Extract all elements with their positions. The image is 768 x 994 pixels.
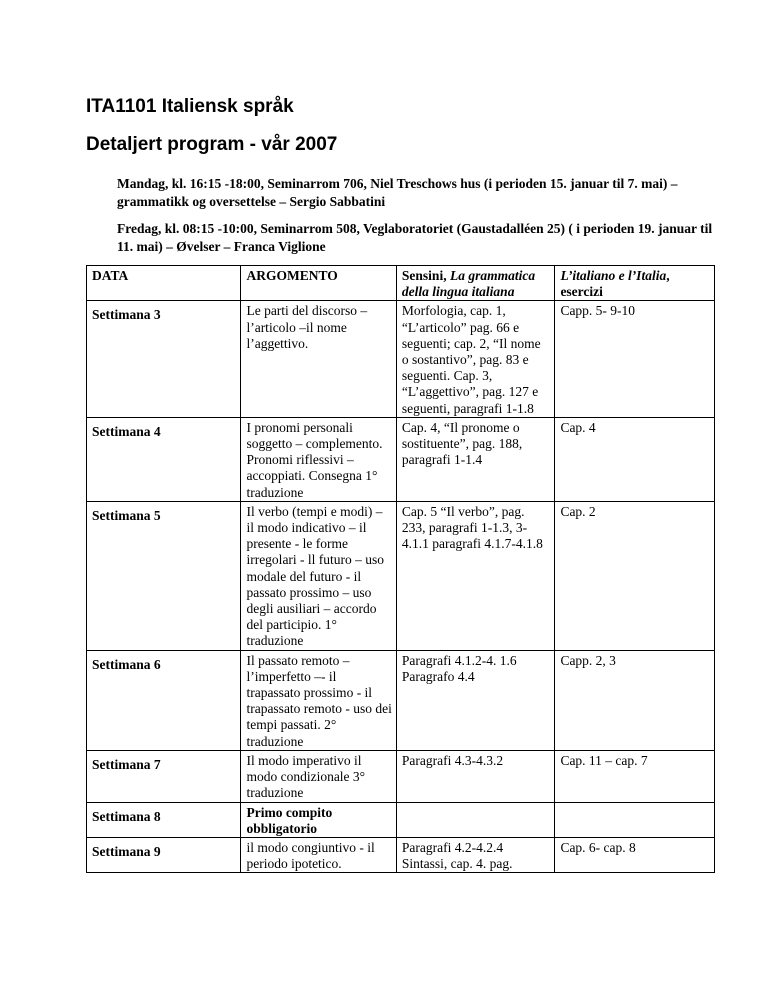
- topic-cell: Il modo imperativo il modo condizionale 3° traduzione: [241, 750, 396, 802]
- topic-cell: Le parti del discorso – l’articolo –il nome l’aggettivo.: [241, 301, 396, 417]
- topic-cell: Primo compito obbligatorio: [241, 802, 396, 837]
- header-esercizi-suffix: , esercizi: [560, 268, 670, 300]
- friday-schedule: Fredag, kl. 08:15 -10:00, Seminarrom 508, Veglaboratoriet (Gaustadalléen 25) ( i perioden 19. januar til 11. mai) – Øvelser – Franca Viglione: [117, 221, 713, 254]
- week-cell: Settimana 3: [87, 301, 241, 417]
- sensini-cell: [396, 802, 555, 837]
- program-table: [86, 265, 715, 873]
- table-row: [87, 650, 715, 750]
- esercizi-cell: Capp. 5- 9-10: [555, 301, 715, 417]
- topic-cell: I pronomi personali soggetto – complemento. Pronomi riflessivi –accoppiati. Consegna 1° traduzione: [241, 417, 396, 501]
- header-sensini-title: La grammatica della lingua italiana: [401, 268, 536, 300]
- sensini-cell: Cap. 5 “Il verbo”, pag. 233, paragrafi 1-1.3, 3-4.1.1 paragrafi 4.1.7-4.1.8: [396, 501, 555, 650]
- esercizi-cell: Cap. 11 – cap. 7: [555, 750, 715, 802]
- header-esercizi: [555, 266, 715, 301]
- table-row: [87, 417, 715, 501]
- sensini-cell: Paragrafi 4.2-4.2.4 Sintassi, cap. 4. pag.: [396, 837, 555, 872]
- week-cell: Settimana 8: [87, 802, 241, 837]
- esercizi-cell: [555, 802, 715, 837]
- esercizi-cell: Cap. 6- cap. 8: [555, 837, 715, 872]
- header-data: DATA: [87, 266, 241, 301]
- sensini-cell: Cap. 4, “Il pronome o sostituente”, pag. 188, paragrafi 1-1.4: [396, 417, 555, 501]
- sensini-cell: Paragrafi 4.3-4.3.2: [396, 750, 555, 802]
- week-cell: Settimana 5: [87, 501, 241, 650]
- table-row: [87, 802, 715, 837]
- esercizi-cell: Cap. 4: [555, 417, 715, 501]
- header-argomento: ARGOMENTO: [241, 266, 396, 301]
- table-header-row: [87, 266, 715, 301]
- header-esercizi-title: L’italiano e l’Italia: [560, 268, 667, 283]
- header-sensini-prefix: Sensini,: [401, 268, 447, 283]
- topic-cell: il modo congiuntivo - il periodo ipotetico.: [241, 837, 396, 872]
- sensini-cell: Paragrafi 4.1.2-4. 1.6 Paragrafo 4.4: [396, 650, 555, 750]
- table-row: [87, 750, 715, 802]
- sensini-cell: Morfologia, cap. 1, “L’articolo” pag. 66 e seguenti; cap. 2, “Il nome o sostantivo”, pag. 83 e seguenti. Cap. 3, “L’aggettivo”, pag. 127 e seguenti, paragrafi 1-1.8: [396, 301, 555, 417]
- week-cell: Settimana 4: [87, 417, 241, 501]
- program-title: Detaljert program - vår 2007: [86, 134, 338, 155]
- table-row: [87, 837, 715, 872]
- week-cell: Settimana 6: [87, 650, 241, 750]
- topic-cell: Il verbo (tempi e modi) – il modo indicativo – il presente - le forme irregolari - ll futuro – uso modale del futuro - il passato prossimo – uso degli ausiliari – accordo del participio. 1° traduzione: [241, 501, 396, 650]
- course-title: ITA1101 Italiensk språk: [86, 96, 294, 117]
- esercizi-cell: Cap. 2: [555, 501, 715, 650]
- esercizi-cell: Capp. 2, 3: [555, 650, 715, 750]
- table-row: [87, 501, 715, 650]
- topic-cell: Il passato remoto – l’imperfetto –- il trapassato prossimo - il trapassato remoto - uso dei tempi passati. 2° traduzione: [241, 650, 396, 750]
- header-sensini: [396, 266, 555, 301]
- week-cell: Settimana 9: [87, 837, 241, 872]
- monday-schedule: Mandag, kl. 16:15 -18:00, Seminarrom 706, Niel Treschows hus (i perioden 15. januar til 7. mai) – grammatikk og oversettelse – Sergio Sabbatini: [117, 176, 678, 209]
- table-row: [87, 301, 715, 417]
- week-cell: Settimana 7: [87, 750, 241, 802]
